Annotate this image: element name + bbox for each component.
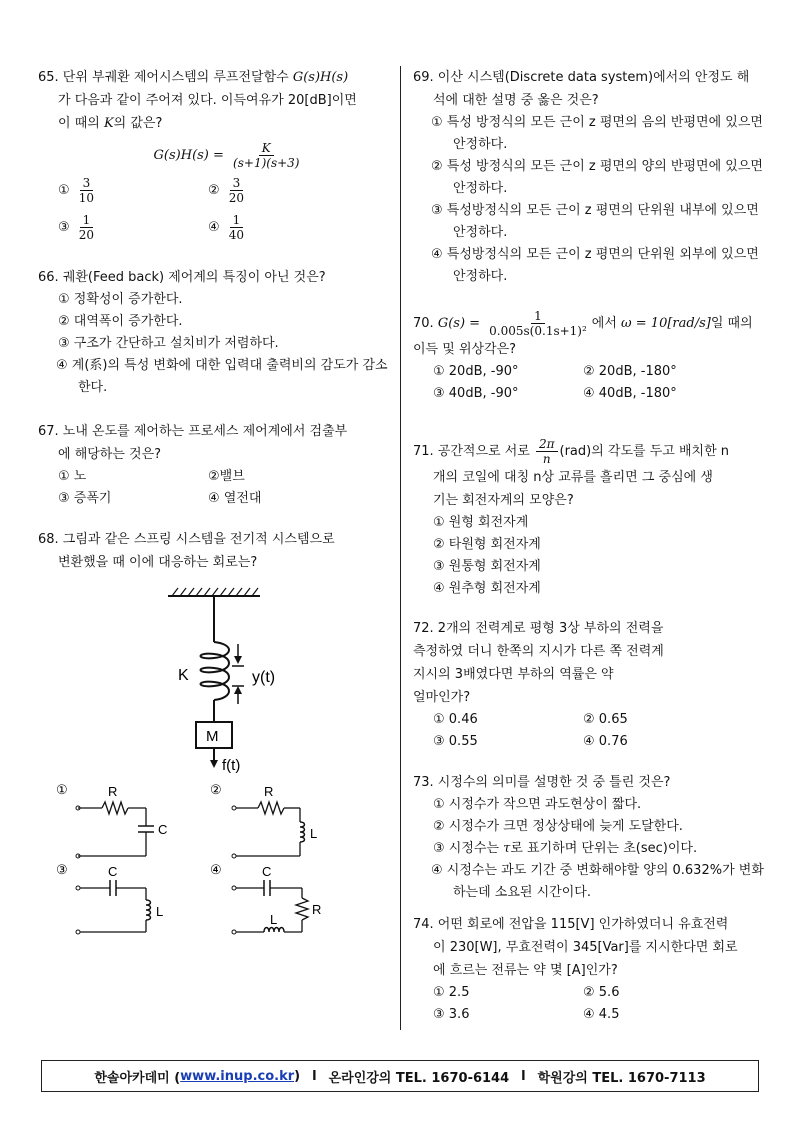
- q71-stem3: 기는 회전자계의 모양은?: [433, 493, 574, 508]
- q65-opt1-numerator: 3: [80, 176, 94, 191]
- resistor-icon: [102, 802, 128, 814]
- footer-separator-2: l: [521, 1068, 526, 1084]
- q68-opt1-b: C: [158, 822, 168, 837]
- q67-options-row2: [38, 488, 390, 510]
- q67-stem1: 67. 노내 온도를 제어하는 프로세스 제어계에서 검출부: [38, 424, 348, 439]
- q68-opt3-b: L: [156, 904, 164, 919]
- footer-online-phone: 온라인강의 TEL. 1670-6144: [328, 1070, 510, 1086]
- q65-opt2-denominator: 20: [228, 191, 245, 205]
- q65-stem3b: 의 값은?: [113, 116, 163, 131]
- question-71-stem: [413, 437, 765, 466]
- q67-stem2: 에 해당하는 것은?: [58, 447, 162, 462]
- question-67-stem: [38, 420, 390, 466]
- q70-stem2: 이득 및 위상각은?: [413, 342, 517, 357]
- q74-option-1[interactable]: ① 2.5: [433, 985, 470, 1000]
- q68-option-3[interactable]: [56, 862, 163, 934]
- q74-line3: 에 흐르는 전류는 약 몇 [A]인가?: [433, 963, 618, 978]
- question-68: [38, 528, 390, 944]
- q65-eq-den: (s+1)(s+3): [233, 156, 300, 170]
- q68-figure: [38, 574, 390, 944]
- question-70: [413, 309, 765, 437]
- q72-line3: 지시의 3배였다면 부하의 역률은 약: [413, 667, 614, 682]
- resistor-icon: [258, 802, 284, 814]
- question-69-stem: [413, 66, 765, 112]
- q68-option-1[interactable]: [56, 782, 167, 858]
- question-69: [413, 66, 765, 309]
- q68-opt4-b: R: [312, 902, 322, 917]
- q65-stem-part1: 65. 단위 부궤환 제어시스템의 루프전달함수: [38, 70, 293, 85]
- q70-option-4[interactable]: ④ 40dB, -180°: [583, 386, 677, 401]
- q70-options-row2: [413, 383, 765, 405]
- q69-option-2[interactable]: ② 특성 방정식의 모든 근이 z 평면의 양의 반평면에 있으면 안정하다.: [431, 159, 763, 196]
- q68-opt2-a: R: [264, 784, 274, 799]
- q74-options-row1: [413, 982, 765, 1004]
- q65-option-3[interactable]: [58, 213, 208, 242]
- q65-stem3a: 이 때의: [58, 116, 104, 131]
- q65-options-row1: [38, 176, 390, 205]
- q65-stem-part3: [38, 112, 390, 135]
- q65-option-4[interactable]: [208, 213, 358, 242]
- q68-opt4-num: ④: [210, 862, 222, 877]
- question-66: [38, 266, 390, 420]
- q70-post: 일 때의: [710, 316, 753, 331]
- question-70-stem: [413, 309, 765, 338]
- question-66-stem: 66. 궤환(Feed back) 제어계의 특징이 아닌 것은?: [38, 270, 326, 285]
- q70-mid: 에서: [591, 316, 622, 331]
- force-label: f(t): [222, 757, 241, 774]
- spring-coil-icon: [201, 642, 230, 700]
- q74-option-4[interactable]: ④ 4.5: [583, 1007, 620, 1022]
- question-72-stem: [413, 617, 765, 709]
- q71-stem-cont: [413, 466, 765, 512]
- footer-paren: ): [294, 1068, 301, 1084]
- q70-option-1[interactable]: ① 20dB, -90°: [433, 364, 519, 379]
- q72-option-1[interactable]: ① 0.46: [433, 712, 478, 727]
- q73-opt3b: 로 표기하며 단위는 초(sec)이다.: [510, 841, 698, 856]
- q70-frac: [486, 309, 590, 338]
- q72-option-2[interactable]: ② 0.65: [583, 712, 628, 727]
- right-column: [413, 66, 765, 1026]
- q68-opt1-num: ①: [56, 782, 68, 797]
- q68-opt2-num: ②: [210, 782, 222, 797]
- spring-k-label: K: [178, 667, 189, 684]
- q71-stem2: 개의 코일에 대칭 n상 교류를 흘리면 그 중심에 생: [433, 470, 713, 485]
- question-65-stem: [38, 66, 390, 135]
- q70-lhs: G(s) =: [437, 316, 485, 331]
- q72-options-row1: [413, 709, 765, 731]
- q68-option-2[interactable]: [210, 782, 317, 858]
- footer-website-link[interactable]: www.inup.co.kr: [180, 1068, 295, 1084]
- resistor-icon: [296, 898, 308, 920]
- q65-eq-frac: [230, 141, 302, 170]
- footer-academy-phone: 학원강의 TEL. 1670-7113: [537, 1070, 706, 1086]
- q65-option-1[interactable]: [58, 176, 208, 205]
- q70-options-row1: [413, 361, 765, 383]
- question-68-stem: [38, 528, 390, 574]
- q73-option-4[interactable]: ④ 시정수는 과도 기간 중 변화해야할 양의 0.632%가 변화하는데 소요된 시간이다.: [431, 863, 764, 900]
- q74-line1: 74. 어떤 회로에 전압을 115[V] 인가하였더니 유효전력: [413, 917, 729, 932]
- q74-option-2[interactable]: ② 5.6: [583, 985, 620, 1000]
- footer-separator-1: l: [312, 1068, 317, 1084]
- q71-num: 2π: [536, 437, 558, 452]
- q69-option-3[interactable]: ③ 특성방정식의 모든 근이 z 평면의 단위원 내부에 있으면 안정하다.: [431, 203, 759, 240]
- q69-stem1: 69. 이산 시스템(Discrete data system)에서의 안정도 해: [413, 70, 750, 85]
- q65-opt3-denominator: 20: [78, 228, 95, 242]
- question-74: [413, 913, 765, 1026]
- q65-eq-num: K: [259, 141, 274, 156]
- q65-opt4-denominator: 40: [228, 228, 245, 242]
- q67-options-row1: [38, 466, 390, 488]
- q69-option-1[interactable]: ① 특성 방정식의 모든 근이 z 평면의 음의 반평면에 있으면 안정하다.: [431, 115, 763, 152]
- q65-opt3-numerator: 1: [80, 213, 94, 228]
- q72-line2: 측정하였 더니 한쪽의 지시가 다른 쪽 전력계: [413, 644, 664, 659]
- q65-opt1-num: ①: [58, 183, 70, 198]
- q66-option-4[interactable]: ④ 계(系)의 특성 변화에 대한 입력대 출력비의 감도가 감소한다.: [56, 358, 388, 395]
- q65-gh: G(s)H(s): [292, 70, 349, 85]
- displacement-label: y(t): [252, 669, 276, 686]
- q67-option-4[interactable]: ④ 열전대: [208, 491, 262, 506]
- q68-option-4[interactable]: [210, 862, 321, 934]
- q70-omega: ω = 10[rad/s]: [621, 316, 711, 331]
- force-arrow-icon: [210, 760, 218, 768]
- q65-opt4-num: ④: [208, 220, 220, 235]
- q65-options-row2: [38, 213, 390, 242]
- q71-frac: [536, 437, 558, 466]
- mass-label: M: [206, 728, 219, 745]
- q68-opt1-a: R: [108, 784, 118, 799]
- q69-option-4[interactable]: ④ 특성방정식의 모든 근이 z 평면의 단위원 외부에 있으면 안정하다.: [431, 247, 759, 284]
- q68-opt4-a: C: [262, 864, 272, 879]
- q68-opt2-b: L: [310, 826, 318, 841]
- q68-opt3-num: ③: [56, 862, 68, 877]
- q70-num: 1: [531, 309, 545, 324]
- footer-academy-name: 한솔아카데미 (: [94, 1070, 181, 1086]
- footer-bar: [41, 1060, 759, 1092]
- q70-option-3[interactable]: ③ 40dB, -90°: [433, 386, 519, 401]
- q70-pre: 70.: [413, 316, 438, 331]
- q74-options-row2: [413, 1004, 765, 1026]
- q71-option-4[interactable]: ④ 원추형 회전자계: [433, 581, 541, 596]
- q72-option-3[interactable]: ③ 0.55: [433, 734, 478, 749]
- q74-line2: 이 230[W], 무효전력이 345[Var]를 지시한다면 회로: [433, 940, 738, 955]
- question-73-stem: 73. 시정수의 의미를 설명한 것 중 틀린 것은?: [413, 775, 671, 790]
- q71-option-1[interactable]: ① 원형 회전자계: [433, 515, 529, 530]
- q65-opt2-numerator: 3: [230, 176, 244, 191]
- q73-option-1[interactable]: ① 시정수가 작으면 과도현상이 짧다.: [433, 797, 642, 812]
- q65-opt3-num: ③: [58, 220, 70, 235]
- q71-den: n: [542, 452, 551, 466]
- q66-option-2[interactable]: ② 대역폭이 증가한다.: [58, 314, 183, 329]
- q71-option-3[interactable]: ③ 원통형 회전자계: [433, 559, 541, 574]
- q65-eq-lhs: G(s)H(s) =: [153, 148, 229, 163]
- q66-option-3[interactable]: ③ 구조가 간단하고 설치비가 저렴하다.: [58, 336, 279, 351]
- q72-option-4[interactable]: ④ 0.76: [583, 734, 628, 749]
- q71-pre: 71. 공간적으로 서로: [413, 444, 534, 459]
- inductor-icon: [146, 900, 151, 920]
- q73-option-2[interactable]: ② 시정수가 크면 정상상태에 늦게 도달한다.: [433, 819, 683, 834]
- q71-post: (rad)의 각도를 두고 배치한 n: [559, 444, 730, 459]
- q65-opt2-num: ②: [208, 183, 220, 198]
- q67-option-3[interactable]: ③ 증폭기: [58, 491, 112, 506]
- q73-tau: τ: [503, 841, 511, 856]
- q65-equation: [68, 141, 390, 170]
- q68-stem2: 변환했을 때 이에 대응하는 회로는?: [58, 555, 258, 570]
- left-column: [38, 66, 390, 944]
- question-65: [38, 66, 390, 266]
- q68-opt4-c: L: [270, 912, 278, 927]
- q69-stem2: 석에 대한 설명 중 옳은 것은?: [433, 93, 599, 108]
- q67-option-2[interactable]: ②밸브: [208, 469, 245, 484]
- q66-option-1[interactable]: ① 정확성이 증가한다.: [58, 292, 183, 307]
- q72-line1: 72. 2개의 전력계로 평형 3상 부하의 전력을: [413, 621, 664, 636]
- q72-options-row2: [413, 731, 765, 753]
- q68-stem1: 68. 그림과 같은 스프링 시스템을 전기적 시스템으로: [38, 532, 335, 547]
- q70-option-2[interactable]: ② 20dB, -180°: [583, 364, 677, 379]
- inductor-icon: [264, 928, 284, 933]
- q65-opt1-denominator: 10: [78, 191, 95, 205]
- column-divider: [400, 66, 401, 1030]
- question-73: [413, 771, 765, 913]
- q74-option-3[interactable]: ③ 3.6: [433, 1007, 470, 1022]
- q71-option-2[interactable]: ② 타원형 회전자계: [433, 537, 541, 552]
- question-74-stem: [413, 913, 765, 982]
- q70-den: 0.005s(0.1s+1)²: [489, 324, 587, 338]
- q65-option-2[interactable]: [208, 176, 358, 205]
- q65-k: K: [103, 116, 114, 131]
- q73-option-3[interactable]: [413, 838, 765, 860]
- question-67: [38, 420, 390, 528]
- question-72: [413, 617, 765, 771]
- q67-option-1[interactable]: ① 노: [58, 469, 87, 484]
- q65-stem-part2: 가 다음과 같이 주어져 있다. 이득여유가 20[dB]이면: [58, 93, 357, 108]
- q65-opt4-numerator: 1: [230, 213, 244, 228]
- q68-opt3-a: C: [108, 864, 118, 879]
- q72-line4: 얼마인가?: [413, 690, 471, 705]
- question-71: [413, 437, 765, 617]
- inductor-icon: [300, 822, 305, 842]
- q73-opt3a: ③ 시정수는: [433, 841, 504, 856]
